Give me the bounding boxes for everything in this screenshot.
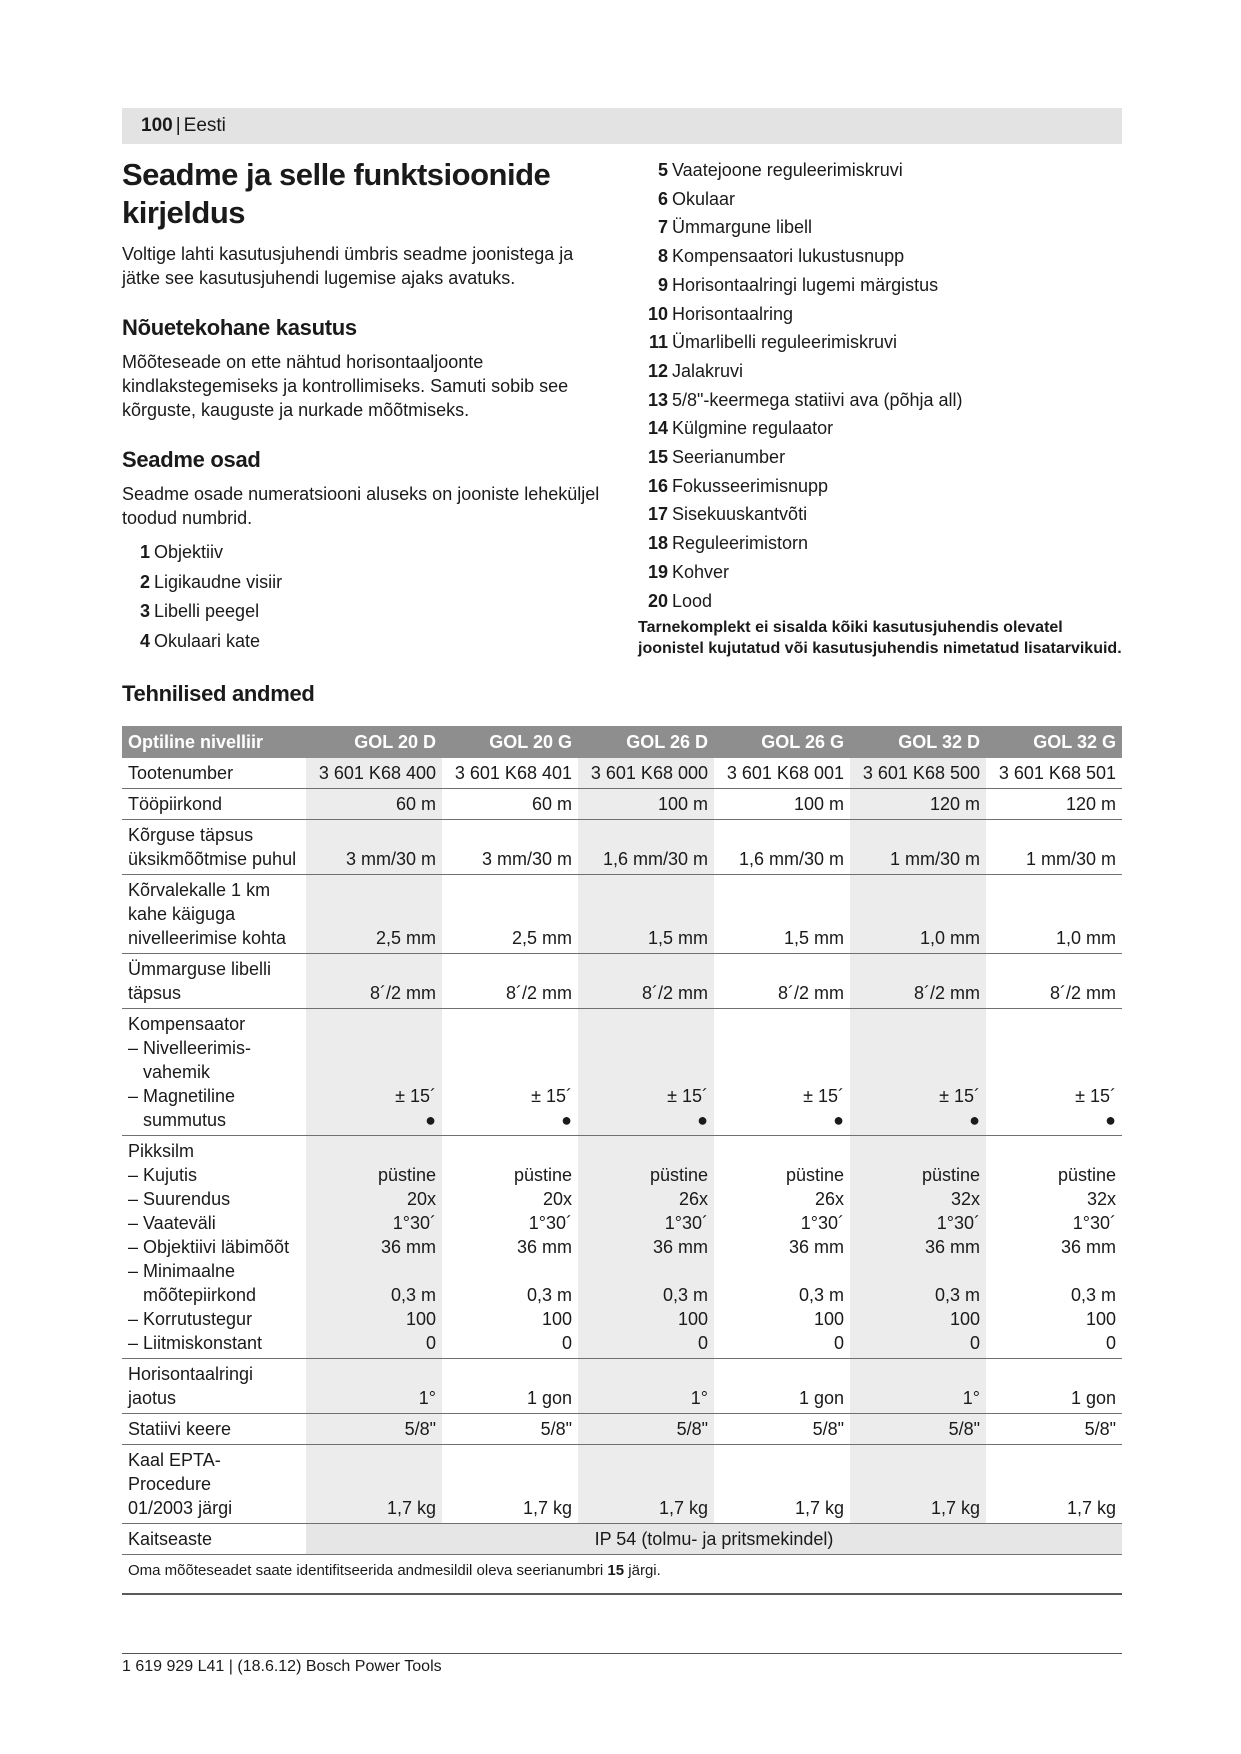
table-cell: 3 601 K68 401 [442, 758, 578, 789]
compensator-range: ± 15´ [395, 1086, 436, 1106]
part-label: Horisontaalringi lugemi märgistus [672, 274, 939, 295]
parts-section [122, 446, 602, 656]
header-separator: | [175, 115, 181, 136]
telescope-addition: 0 [561, 1333, 572, 1353]
telescope-field: 1°30´ [664, 1213, 708, 1233]
telescope-field: 1°30´ [392, 1213, 436, 1233]
telescope-diameter: 36 mm [924, 1237, 980, 1257]
part-number: 13 [647, 389, 668, 410]
damping-dot: ● [425, 1110, 436, 1130]
table-cell: 1,7 kg [578, 1445, 714, 1524]
table-cell [850, 1136, 986, 1359]
part-number: 15 [647, 447, 668, 468]
compensator-range: ± 15´ [667, 1086, 708, 1106]
spacer [584, 1259, 708, 1283]
table-header-cell: Optiline nivelliir [122, 726, 306, 758]
row-label [122, 1136, 306, 1359]
telescope-addition: 0 [969, 1333, 980, 1353]
telescope-image: püstine [513, 1165, 572, 1185]
list-item [638, 185, 1122, 214]
intended-use-section [122, 314, 602, 422]
list-item [638, 587, 1122, 616]
row-label-line: üksikmõõtmise puhul [128, 849, 297, 869]
list-item [638, 443, 1122, 472]
table-cell: 100 m [714, 789, 850, 820]
compensator-range: ± 15´ [531, 1086, 572, 1106]
table-header-cell: GOL 20 D [306, 726, 442, 758]
table-cell: 1 gon [714, 1359, 850, 1414]
part-label: Horisontaalring [672, 303, 794, 324]
telescope-image: püstine [921, 1165, 980, 1185]
page-header [122, 108, 1122, 144]
footnote-number: 15 [607, 1562, 625, 1579]
telescope-magnification: 20x [406, 1189, 436, 1209]
table-footnote-row [122, 1555, 1122, 1595]
row-label: Tööpiirkond [122, 789, 306, 820]
parts-list-right [638, 156, 1122, 615]
telescope-addition: 0 [697, 1333, 708, 1353]
table-cell: 3 601 K68 000 [578, 758, 714, 789]
spacer [312, 1259, 436, 1283]
telescope-field: 1°30´ [936, 1213, 980, 1233]
table-footnote [122, 1555, 1122, 1595]
telescope-magnification: 32x [950, 1189, 980, 1209]
list-item [638, 328, 1122, 357]
spacer [992, 1259, 1116, 1283]
list-item [638, 500, 1122, 529]
part-number: 10 [647, 303, 668, 324]
telescope-addition: 0 [833, 1333, 844, 1353]
damping-dot: ● [697, 1110, 708, 1130]
row-label-line: – Nivelleerimis- [128, 1038, 252, 1058]
list-item [638, 213, 1122, 242]
parts-text: Seadme osade numeratsiooni aluseks on jooniste leheküljel toodud numbrid. [122, 484, 600, 528]
list-item [638, 472, 1122, 501]
table-cell: 8´/2 mm [578, 954, 714, 1009]
table-cell: 1,7 kg [714, 1445, 850, 1524]
table-row [122, 1359, 1122, 1414]
table-cell: 1,7 kg [442, 1445, 578, 1524]
intended-use-heading: Nõuetekohane kasutus [122, 315, 357, 340]
telescope-addition: 0 [425, 1333, 436, 1353]
telescope-diameter: 36 mm [1060, 1237, 1116, 1257]
row-label-line: 01/2003 järgi [128, 1498, 233, 1518]
row-label-line: mõõtepiirkond [128, 1285, 257, 1305]
part-number: 18 [647, 533, 668, 554]
table-cell: 8´/2 mm [986, 954, 1122, 1009]
table-cell: 3 601 K68 501 [986, 758, 1122, 789]
row-label-line: – Objektiivi läbimõõt [128, 1237, 290, 1257]
part-number: 19 [647, 561, 668, 582]
part-label: Vaatejoone reguleerimiskruvi [672, 160, 903, 180]
damping-dot: ● [1105, 1110, 1116, 1130]
damping-dot: ● [969, 1110, 980, 1130]
row-label-line: – Magnetiline [128, 1086, 236, 1106]
table-row [122, 789, 1122, 820]
table-cell: 1,0 mm [986, 875, 1122, 954]
table-header-cell: GOL 32 G [986, 726, 1122, 758]
part-number: 2 [139, 571, 150, 592]
tech-table [122, 726, 1122, 1595]
part-label: Okulaar [672, 188, 736, 209]
telescope-addition: 0 [1105, 1333, 1116, 1353]
parts-heading: Seadme osad [122, 447, 261, 472]
table-cell: 1,6 mm/30 m [714, 820, 850, 875]
row-label-line: Kaal EPTA-Procedure [128, 1450, 221, 1494]
compensator-range: ± 15´ [939, 1086, 980, 1106]
part-number: 6 [657, 188, 668, 209]
part-number: 16 [647, 475, 668, 496]
page-number: 100 [141, 115, 173, 136]
table-header-cell: GOL 26 D [578, 726, 714, 758]
table-cell: 100 m [578, 789, 714, 820]
row-label-line: Kõrvalekalle 1 km [128, 880, 271, 900]
row-label-line: – Liitmiskonstant [128, 1333, 263, 1353]
row-label-line: – Kujutis [128, 1165, 198, 1185]
tech-heading: Tehnilised andmed [122, 681, 315, 706]
intended-use-text: Mõõteseade on ette nähtud horisontaaljoonte kindlakstegemiseks ja kontrollimiseks. Samuti sobib see kõrguste, kauguste ja nurkade mõõtmiseks. [122, 352, 569, 420]
footnote-text: Oma mõõteseadet saate identifitseerida andmesildil oleva seerianumbri [128, 1562, 608, 1579]
table-cell: 1,6 mm/30 m [578, 820, 714, 875]
table-cell: 1 gon [442, 1359, 578, 1414]
page-header-text [141, 115, 226, 137]
table-cell: 5/8" [578, 1414, 714, 1445]
telescope-multiplication: 100 [949, 1309, 980, 1329]
list-item [122, 627, 602, 657]
telescope-field: 1°30´ [800, 1213, 844, 1233]
table-cell: 1,7 kg [306, 1445, 442, 1524]
table-cell: 8´/2 mm [714, 954, 850, 1009]
table-cell: 2,5 mm [442, 875, 578, 954]
table-header-cell: GOL 26 G [714, 726, 850, 758]
table-cell [306, 1009, 442, 1136]
part-number: 9 [657, 274, 668, 295]
telescope-min-range: 0,3 m [390, 1285, 436, 1305]
part-number: 8 [657, 246, 668, 267]
table-cell: 60 m [442, 789, 578, 820]
row-label-line: jaotus [128, 1388, 177, 1408]
part-number: 20 [647, 590, 668, 611]
table-cell: 1 mm/30 m [850, 820, 986, 875]
table-cell: 8´/2 mm [306, 954, 442, 1009]
footer-divider [122, 1653, 1122, 1654]
part-label: Objektiiv [154, 542, 224, 562]
table-cell: 3 601 K68 001 [714, 758, 850, 789]
telescope-min-range: 0,3 m [798, 1285, 844, 1305]
table-cell [578, 1009, 714, 1136]
telescope-min-range: 0,3 m [934, 1285, 980, 1305]
table-row [122, 1414, 1122, 1445]
part-number: 3 [139, 601, 150, 621]
table-cell: 1° [850, 1359, 986, 1414]
table-cell: 60 m [306, 789, 442, 820]
list-item [122, 568, 602, 598]
table-row [122, 1009, 1122, 1136]
table-cell [714, 1136, 850, 1359]
header-language: Eesti [183, 115, 226, 136]
part-label: Kompensaatori lukustusnupp [672, 246, 905, 267]
telescope-min-range: 0,3 m [526, 1285, 572, 1305]
table-row [122, 954, 1122, 1009]
part-label: Ümarlibelli reguleerimiskruvi [672, 332, 898, 353]
telescope-multiplication: 100 [405, 1309, 436, 1329]
telescope-min-range: 0,3 m [1070, 1285, 1116, 1305]
table-cell: 1 mm/30 m [986, 820, 1122, 875]
telescope-multiplication: 100 [813, 1309, 844, 1329]
table-cell: 3 mm/30 m [306, 820, 442, 875]
table-cell [306, 1136, 442, 1359]
table-cell: 2,5 mm [306, 875, 442, 954]
part-number: 1 [139, 542, 150, 562]
telescope-field: 1°30´ [528, 1213, 572, 1233]
table-row [122, 1445, 1122, 1524]
telescope-magnification: 26x [678, 1189, 708, 1209]
list-item [638, 300, 1122, 329]
list-item [638, 242, 1122, 271]
table-row [122, 758, 1122, 789]
right-column [638, 156, 1122, 659]
spacer [856, 1259, 980, 1283]
table-header-row [122, 726, 1122, 758]
list-item [638, 271, 1122, 300]
part-label: Sisekuuskantvõti [672, 504, 808, 525]
row-label-line: Horisontaalringi [128, 1364, 254, 1384]
table-cell [578, 1136, 714, 1359]
list-item [638, 529, 1122, 558]
row-label [122, 1359, 306, 1414]
compensator-range: ± 15´ [1075, 1086, 1116, 1106]
row-label-line: kahe käiguga [128, 904, 236, 924]
footnote-end: järgi. [624, 1562, 661, 1579]
table-header-cell: GOL 20 G [442, 726, 578, 758]
telescope-magnification: 32x [1086, 1189, 1116, 1209]
list-item [638, 414, 1122, 443]
table-cell: 1° [306, 1359, 442, 1414]
row-label: Tootenumber [122, 758, 306, 789]
row-label-line: summutus [128, 1110, 227, 1130]
section-title [122, 156, 602, 232]
part-label: Külgmine regulaator [672, 418, 834, 439]
table-cell [442, 1136, 578, 1359]
section-title-line1: Seadme ja selle funktsioonide [122, 157, 551, 192]
table-row [122, 1524, 1122, 1555]
telescope-image: püstine [649, 1165, 708, 1185]
row-label [122, 954, 306, 1009]
row-label-line: Ümmarguse libelli [128, 959, 272, 979]
telescope-magnification: 20x [542, 1189, 572, 1209]
telescope-multiplication: 100 [541, 1309, 572, 1329]
part-label: Ümmargune libell [672, 217, 813, 238]
telescope-diameter: 36 mm [516, 1237, 572, 1257]
telescope-image: püstine [785, 1165, 844, 1185]
table-header-cell: GOL 32 D [850, 726, 986, 758]
compensator-range: ± 15´ [803, 1086, 844, 1106]
telescope-image: püstine [1057, 1165, 1116, 1185]
table-cell [986, 1136, 1122, 1359]
intro-text: Voltige lahti kasutusjuhendi ümbris seadme joonistega ja jätke see kasutusjuhendi lugemise ajaks avatuks. [122, 244, 574, 288]
telescope-image: püstine [377, 1165, 436, 1185]
list-item [638, 357, 1122, 386]
row-label [122, 820, 306, 875]
list-item [122, 538, 602, 568]
telescope-diameter: 36 mm [788, 1237, 844, 1257]
part-number: 7 [657, 217, 668, 238]
table-cell: 1,5 mm [578, 875, 714, 954]
table-cell [714, 1009, 850, 1136]
table-cell: 1,5 mm [714, 875, 850, 954]
parts-list-left [122, 538, 602, 656]
row-label-line: – Minimaalne [128, 1261, 236, 1281]
table-cell: 1,7 kg [986, 1445, 1122, 1524]
table-cell: 5/8" [442, 1414, 578, 1445]
list-item [122, 597, 602, 627]
table-row [122, 1136, 1122, 1359]
page-footer: 1 619 929 L41 | (18.6.12) Bosch Power Tools [122, 1658, 442, 1675]
table-row [122, 820, 1122, 875]
list-item [638, 558, 1122, 587]
row-label-line: täpsus [128, 983, 182, 1003]
table-cell [986, 1009, 1122, 1136]
telescope-min-range: 0,3 m [662, 1285, 708, 1305]
row-label: Kaitseaste [122, 1524, 306, 1555]
row-label-line: vahemik [128, 1062, 211, 1082]
telescope-diameter: 36 mm [652, 1237, 708, 1257]
table-cell [442, 1009, 578, 1136]
row-label-line: nivelleerimise kohta [128, 928, 287, 948]
part-number: 14 [647, 418, 668, 439]
table-cell: 5/8" [714, 1414, 850, 1445]
table-cell: 8´/2 mm [850, 954, 986, 1009]
damping-dot: ● [833, 1110, 844, 1130]
spacer [720, 1259, 844, 1283]
telescope-diameter: 36 mm [380, 1237, 436, 1257]
damping-dot: ● [561, 1110, 572, 1130]
part-label: Ligikaudne visiir [154, 571, 283, 592]
row-label-line: Kõrguse täpsus [128, 825, 254, 845]
list-item [638, 386, 1122, 415]
row-label-line: – Vaateväli [128, 1213, 216, 1233]
part-label: Kohver [672, 561, 730, 582]
part-number: 11 [648, 332, 668, 353]
row-label-line: – Korrutustegur [128, 1309, 253, 1329]
part-number: 4 [139, 630, 150, 651]
section-title-line2: kirjeldus [122, 195, 245, 230]
table-cell: 5/8" [306, 1414, 442, 1445]
part-number: 12 [647, 360, 668, 381]
table-cell: 1° [578, 1359, 714, 1414]
part-label: Seerianumber [672, 447, 786, 468]
part-label: Jalakruvi [672, 360, 744, 381]
telescope-field: 1°30´ [1072, 1213, 1116, 1233]
list-item [638, 156, 1122, 185]
telescope-magnification: 26x [814, 1189, 844, 1209]
part-label: 5/8"-keermega statiivi ava (põhja all) [672, 389, 963, 410]
row-label [122, 1009, 306, 1136]
part-label: Reguleerimistorn [672, 533, 809, 554]
telescope-multiplication: 100 [677, 1309, 708, 1329]
table-row [122, 875, 1122, 954]
row-label [122, 875, 306, 954]
table-cell: 1,7 kg [850, 1445, 986, 1524]
table-cell: 120 m [850, 789, 986, 820]
table-cell: 1,0 mm [850, 875, 986, 954]
table-cell: 5/8" [986, 1414, 1122, 1445]
left-column [122, 150, 602, 656]
part-label: Lood [672, 590, 713, 611]
table-cell: 5/8" [850, 1414, 986, 1445]
table-cell: 120 m [986, 789, 1122, 820]
row-label-line: Kompensaator [128, 1014, 246, 1034]
row-label: Statiivi keere [122, 1414, 306, 1445]
table-cell: IP 54 (tolmu- ja pritsmekindel) [306, 1524, 1122, 1555]
delivery-note: Tarnekomplekt ei sisalda kõiki kasutusjuhendis olevatel joonistel kujutatud või kasutusjuhendis nimetatud lisatarvikuid. [638, 619, 1122, 658]
table-cell: 8´/2 mm [442, 954, 578, 1009]
row-label-line: Pikksilm [128, 1141, 194, 1161]
table-cell: 3 mm/30 m [442, 820, 578, 875]
table-cell: 3 601 K68 500 [850, 758, 986, 789]
spacer [448, 1259, 572, 1283]
row-label [122, 1445, 306, 1524]
part-label: Okulaari kate [154, 630, 261, 651]
part-label: Libelli peegel [154, 601, 260, 621]
table-cell: 3 601 K68 400 [306, 758, 442, 789]
table-cell [850, 1009, 986, 1136]
row-label-line: – Suurendus [128, 1189, 231, 1209]
part-label: Fokusseerimisnupp [672, 475, 829, 496]
part-number: 17 [647, 504, 668, 525]
part-number: 5 [657, 160, 668, 180]
table-cell: 1 gon [986, 1359, 1122, 1414]
telescope-multiplication: 100 [1085, 1309, 1116, 1329]
